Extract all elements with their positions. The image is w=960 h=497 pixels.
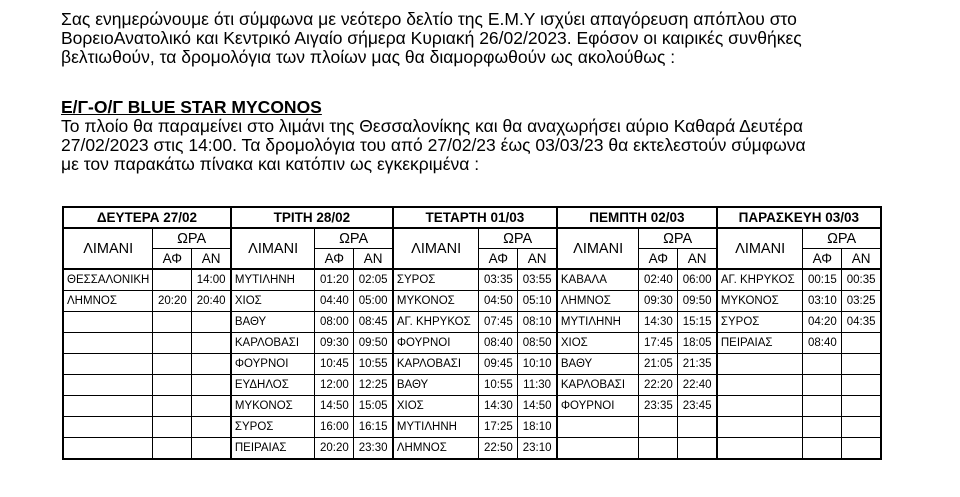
port-cell: [63, 312, 153, 333]
departure-time-cell: 08:40: [479, 333, 518, 354]
port-cell: [717, 375, 803, 396]
departure-time-cell: 14:30: [639, 312, 678, 333]
intro-line: ΒορειοΑνατολικό και Κεντρικό Αιγαίο σήμερα Κυριακή 26/02/2023. Εφόσον οι καιρικές συνθήκες: [61, 28, 802, 48]
departure-column-header: ΑΦ: [803, 249, 842, 270]
table-row: [63, 417, 881, 438]
departure-time-cell: 22:50: [479, 438, 518, 460]
arrival-time-cell: [192, 354, 231, 375]
ship-line: με τον παρακάτω πίνακα και κατόπιν ως εγκεκριμένα :: [61, 154, 480, 174]
port-cell: ΜΥΚΟΝΟΣ: [717, 291, 803, 312]
departure-time-cell: [639, 438, 678, 460]
arrival-time-cell: 15:05: [354, 396, 393, 417]
arrival-time-cell: [842, 375, 881, 396]
departure-time-cell: 20:20: [315, 438, 354, 460]
arrival-time-cell: 18:05: [678, 333, 717, 354]
port-cell: [717, 417, 803, 438]
arrival-time-cell: 09:50: [678, 291, 717, 312]
arrival-time-cell: 15:15: [678, 312, 717, 333]
port-cell: [63, 438, 153, 460]
schedule-table: [62, 206, 882, 460]
port-cell: ΕΥΔΗΛΟΣ: [231, 375, 315, 396]
arrival-time-cell: [192, 375, 231, 396]
table-row: [63, 269, 881, 291]
departure-time-cell: [153, 354, 192, 375]
port-cell: ΚΑΡΛΟΒΑΣΙ: [557, 375, 639, 396]
table-row: [63, 438, 881, 460]
port-cell: ΧΙΟΣ: [393, 396, 479, 417]
time-column-header: ΩΡΑ: [153, 228, 231, 249]
port-cell: ΣΥΡΟΣ: [231, 417, 315, 438]
announcement-intro: [61, 10, 921, 67]
port-cell: ΜΥΤΙΛΗΝΗ: [393, 417, 479, 438]
arrival-time-cell: [842, 417, 881, 438]
arrival-time-cell: [192, 417, 231, 438]
departure-time-cell: 04:40: [315, 291, 354, 312]
departure-time-cell: 00:15: [803, 269, 842, 291]
port-column-header: ΛΙΜΑΝΙ: [717, 228, 803, 269]
port-cell: ΦΟΥΡΝΟΙ: [557, 396, 639, 417]
departure-time-cell: [803, 375, 842, 396]
port-column-header: ΛΙΜΑΝΙ: [231, 228, 315, 269]
port-cell: ΠΕΙΡΑΙΑΣ: [231, 438, 315, 460]
departure-time-cell: 22:20: [639, 375, 678, 396]
departure-time-cell: 12:00: [315, 375, 354, 396]
departure-time-cell: 21:05: [639, 354, 678, 375]
port-cell: ΑΓ. ΚΗΡΥΚΟΣ: [393, 312, 479, 333]
port-cell: [717, 354, 803, 375]
port-cell: ΚΑΡΛΟΒΑΣΙ: [231, 333, 315, 354]
departure-time-cell: 20:20: [153, 291, 192, 312]
table-row: [63, 312, 881, 333]
arrival-time-cell: 08:50: [518, 333, 557, 354]
arrival-time-cell: 18:10: [518, 417, 557, 438]
departure-time-cell: 23:35: [639, 396, 678, 417]
port-cell: [557, 417, 639, 438]
departure-time-cell: [153, 417, 192, 438]
port-cell: [717, 438, 803, 460]
arrival-time-cell: 06:00: [678, 269, 717, 291]
day-header: ΠΑΡΑΣΚΕΥΗ 03/03: [717, 207, 881, 228]
port-cell: ΦΟΥΡΝΟΙ: [393, 333, 479, 354]
intro-line: βελτιωθούν, τα δρομολόγια των πλοίων μας θα διαμορφωθούν ως ακολούθως :: [61, 47, 676, 67]
departure-time-cell: 03:10: [803, 291, 842, 312]
port-cell: ΛΗΜΝΟΣ: [557, 291, 639, 312]
departure-time-cell: [153, 269, 192, 291]
departure-time-cell: 04:50: [479, 291, 518, 312]
departure-time-cell: 09:30: [315, 333, 354, 354]
arrival-time-cell: [192, 396, 231, 417]
arrival-time-cell: 09:50: [354, 333, 393, 354]
port-cell: ΒΑΘΥ: [231, 312, 315, 333]
port-cell: ΚΑΡΛΟΒΑΣΙ: [393, 354, 479, 375]
port-cell: ΧΙΟΣ: [557, 333, 639, 354]
departure-time-cell: 09:45: [479, 354, 518, 375]
arrival-time-cell: [678, 438, 717, 460]
departure-time-cell: 10:45: [315, 354, 354, 375]
arrival-time-cell: 00:35: [842, 269, 881, 291]
port-cell: [63, 396, 153, 417]
departure-time-cell: [803, 438, 842, 460]
arrival-time-cell: [678, 417, 717, 438]
departure-time-cell: 04:20: [803, 312, 842, 333]
day-header: ΤΕΤΑΡΤΗ 01/03: [393, 207, 557, 228]
departure-time-cell: 08:40: [803, 333, 842, 354]
port-column-header: ΛΙΜΑΝΙ: [557, 228, 639, 269]
table-row: [63, 375, 881, 396]
port-cell: ΚΑΒΑΛΑ: [557, 269, 639, 291]
arrival-time-cell: 20:40: [192, 291, 231, 312]
departure-time-cell: 02:40: [639, 269, 678, 291]
arrival-time-cell: 08:10: [518, 312, 557, 333]
departure-time-cell: 09:30: [639, 291, 678, 312]
port-cell: ΜΥΤΙΛΗΝΗ: [231, 269, 315, 291]
departure-time-cell: 01:20: [315, 269, 354, 291]
departure-time-cell: 14:50: [315, 396, 354, 417]
departure-time-cell: [803, 396, 842, 417]
ship-heading: Ε/Γ-Ο/Γ BLUE STAR MYCONOS: [61, 97, 322, 117]
table-row: [63, 396, 881, 417]
departure-time-cell: [153, 333, 192, 354]
port-cell: ΠΕΙΡΑΙΑΣ: [717, 333, 803, 354]
time-column-header: ΩΡΑ: [479, 228, 557, 249]
port-cell: ΜΥΚΟΝΟΣ: [231, 396, 315, 417]
departure-time-cell: 17:45: [639, 333, 678, 354]
port-cell: [63, 375, 153, 396]
port-cell: ΣΥΡΟΣ: [393, 269, 479, 291]
time-column-header: ΩΡΑ: [803, 228, 881, 249]
arrival-time-cell: [192, 333, 231, 354]
arrival-time-cell: 04:35: [842, 312, 881, 333]
arrival-time-cell: 03:25: [842, 291, 881, 312]
day-header: ΠΕΜΠΤΗ 02/03: [557, 207, 717, 228]
departure-time-cell: 07:45: [479, 312, 518, 333]
port-cell: ΑΓ. ΚΗΡΥΚΟΣ: [717, 269, 803, 291]
ship-line: Το πλοίο θα παραμείνει στο λιμάνι της Θεσσαλονίκης και θα αναχωρήσει αύριο Καθαρά Δευτέρα: [61, 116, 803, 136]
arrival-time-cell: 05:10: [518, 291, 557, 312]
departure-time-cell: 03:35: [479, 269, 518, 291]
port-cell: [63, 417, 153, 438]
time-column-header: ΩΡΑ: [639, 228, 717, 249]
port-cell: ΒΑΘΥ: [393, 375, 479, 396]
ship-line: 27/02/2023 στις 14:00. Τα δρομολόγια του από 27/02/23 έως 03/03/23 θα εκτελεστούν σύμφωνα: [61, 135, 806, 155]
departure-column-header: ΑΦ: [639, 249, 678, 270]
departure-time-cell: [803, 354, 842, 375]
departure-time-cell: [153, 438, 192, 460]
departure-time-cell: 16:00: [315, 417, 354, 438]
port-cell: ΦΟΥΡΝΟΙ: [231, 354, 315, 375]
arrival-time-cell: 23:30: [354, 438, 393, 460]
table-row: [63, 291, 881, 312]
arrival-time-cell: [192, 438, 231, 460]
port-cell: [717, 396, 803, 417]
arrival-time-cell: 14:00: [192, 269, 231, 291]
arrival-column-header: ΑΝ: [192, 249, 231, 270]
port-cell: ΣΥΡΟΣ: [717, 312, 803, 333]
port-cell: ΜΥΚΟΝΟΣ: [393, 291, 479, 312]
arrival-column-header: ΑΝ: [354, 249, 393, 270]
port-cell: ΘΕΣΣΑΛΟΝΙΚΗ: [63, 269, 153, 291]
departure-column-header: ΑΦ: [479, 249, 518, 270]
arrival-time-cell: 16:15: [354, 417, 393, 438]
departure-time-cell: [153, 375, 192, 396]
day-header: ΔΕΥΤΕΡΑ 27/02: [63, 207, 231, 228]
arrival-time-cell: 12:25: [354, 375, 393, 396]
arrival-time-cell: 21:35: [678, 354, 717, 375]
departure-time-cell: [153, 396, 192, 417]
arrival-time-cell: [842, 354, 881, 375]
departure-time-cell: 10:55: [479, 375, 518, 396]
time-column-header: ΩΡΑ: [315, 228, 393, 249]
port-column-header: ΛΙΜΑΝΙ: [63, 228, 153, 269]
ship-description: [61, 117, 921, 174]
port-cell: ΒΑΘΥ: [557, 354, 639, 375]
arrival-time-cell: 10:10: [518, 354, 557, 375]
arrival-time-cell: 11:30: [518, 375, 557, 396]
table-row: [63, 333, 881, 354]
departure-time-cell: [153, 312, 192, 333]
port-cell: ΧΙΟΣ: [231, 291, 315, 312]
departure-column-header: ΑΦ: [153, 249, 192, 270]
departure-column-header: ΑΦ: [315, 249, 354, 270]
port-cell: [63, 354, 153, 375]
port-cell: [63, 333, 153, 354]
departure-time-cell: 14:30: [479, 396, 518, 417]
port-cell: [557, 438, 639, 460]
day-header: ΤΡΙΤΗ 28/02: [231, 207, 393, 228]
arrival-time-cell: 23:45: [678, 396, 717, 417]
arrival-time-cell: [842, 438, 881, 460]
port-cell: ΜΥΤΙΛΗΝΗ: [557, 312, 639, 333]
port-column-header: ΛΙΜΑΝΙ: [393, 228, 479, 269]
table-row: [63, 354, 881, 375]
arrival-time-cell: 03:55: [518, 269, 557, 291]
arrival-time-cell: 14:50: [518, 396, 557, 417]
arrival-time-cell: 23:10: [518, 438, 557, 460]
arrival-column-header: ΑΝ: [678, 249, 717, 270]
arrival-time-cell: 05:00: [354, 291, 393, 312]
departure-time-cell: [803, 417, 842, 438]
intro-line: Σας ενημερώνουμε ότι σύμφωνα με νεότερο δελτίο της Ε.Μ.Υ ισχύει απαγόρευση απόπλου στο: [61, 9, 797, 29]
arrival-time-cell: 08:45: [354, 312, 393, 333]
arrival-column-header: ΑΝ: [518, 249, 557, 270]
arrival-time-cell: 02:05: [354, 269, 393, 291]
departure-time-cell: 08:00: [315, 312, 354, 333]
arrival-column-header: ΑΝ: [842, 249, 881, 270]
arrival-time-cell: 10:55: [354, 354, 393, 375]
arrival-time-cell: [842, 396, 881, 417]
departure-time-cell: [639, 417, 678, 438]
port-cell: ΛΗΜΝΟΣ: [393, 438, 479, 460]
departure-time-cell: 17:25: [479, 417, 518, 438]
port-cell: ΛΗΜΝΟΣ: [63, 291, 153, 312]
arrival-time-cell: [192, 312, 231, 333]
arrival-time-cell: 22:40: [678, 375, 717, 396]
arrival-time-cell: [842, 333, 881, 354]
